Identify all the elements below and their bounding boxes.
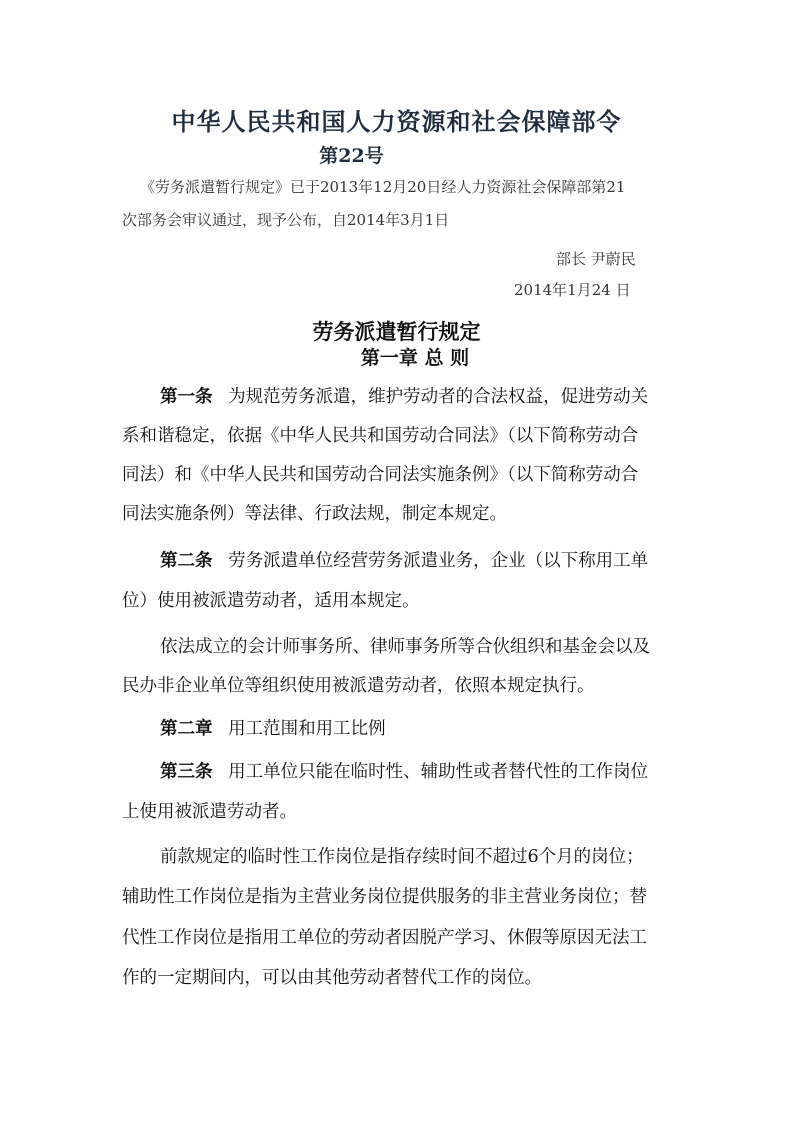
decree-title: 中华人民共和国人力资源和社会保障部令 — [171, 107, 622, 136]
article-2-text-2: 位）使用被派遣劳动者，适用本规定。 — [122, 591, 420, 611]
article-1-text-2: 系和谐稳定，依据《中华人民共和国劳动合同法》（以下简称劳动合 — [122, 426, 639, 446]
intro-line-1: 《劳务派遣暂行规定》已于2013年12月20日经人力资源社会保障部第21 — [140, 178, 626, 196]
regulation-title: 劳务派遣暂行规定 — [312, 319, 481, 344]
chapter-2-label: 第二章 — [160, 719, 213, 739]
signer: 部长 尹蔚民 — [556, 250, 636, 268]
chapter-1-heading: 第一章 总 则 — [360, 347, 470, 369]
article-3-text-1: 用工单位只能在临时性、辅助性或者替代性的工作岗位 — [228, 762, 649, 782]
chapter-2-heading — [160, 715, 386, 740]
article-1-text-3: 同法）和《中华人民共和国劳动合同法实施条例》（以下简称劳动合 — [122, 465, 639, 485]
article-3-first-line — [160, 758, 648, 783]
article-3-para-2-line-2: 辅助性工作岗位是指为主营业务岗位提供服务的非主营业务岗位；替 — [122, 887, 647, 907]
article-3-para-2-line-3: 代性工作岗位是指用工单位的劳动者因脱产学习、休假等原因无法工 — [122, 928, 647, 948]
article-3-para-2-line-1: 前款规定的临时性工作岗位是指存续时间不超过6个月的岗位； — [160, 847, 644, 867]
decree-date: 2014年1月24 日 — [514, 281, 631, 299]
chapter-2-title: 用工范围和用工比例 — [228, 719, 386, 739]
article-1-label: 第一条 — [160, 387, 213, 407]
article-1-text-1: 为规范劳务派遣，维护劳动者的合法权益，促进劳动关 — [228, 387, 649, 407]
article-2-para-2-line-1: 依法成立的会计师事务所、律师事务所等合伙组织和基金会以及 — [160, 637, 650, 657]
article-1-text-4: 同法实施条例）等法律、行政法规，制定本规定。 — [122, 504, 507, 524]
article-2-text-1: 劳务派遣单位经营劳务派遣业务，企业（以下称用工单 — [228, 551, 649, 571]
article-2-first-line — [160, 547, 648, 572]
article-3-label: 第三条 — [160, 762, 213, 782]
article-3-text-2: 上使用被派遣劳动者。 — [122, 802, 297, 822]
article-1-first-line — [160, 383, 648, 408]
article-3-para-2-line-4: 作的一定期间内，可以由其他劳动者替代工作的岗位。 — [122, 968, 542, 988]
article-2-para-2-line-2: 民办非企业单位等组织使用被派遣劳动者，依照本规定执行。 — [122, 676, 595, 696]
intro-line-2: 次部务会审议通过，现予公布，自2014年3月1日 — [122, 211, 450, 229]
decree-number: 第22号 — [319, 145, 384, 167]
article-2-label: 第二条 — [160, 551, 213, 571]
